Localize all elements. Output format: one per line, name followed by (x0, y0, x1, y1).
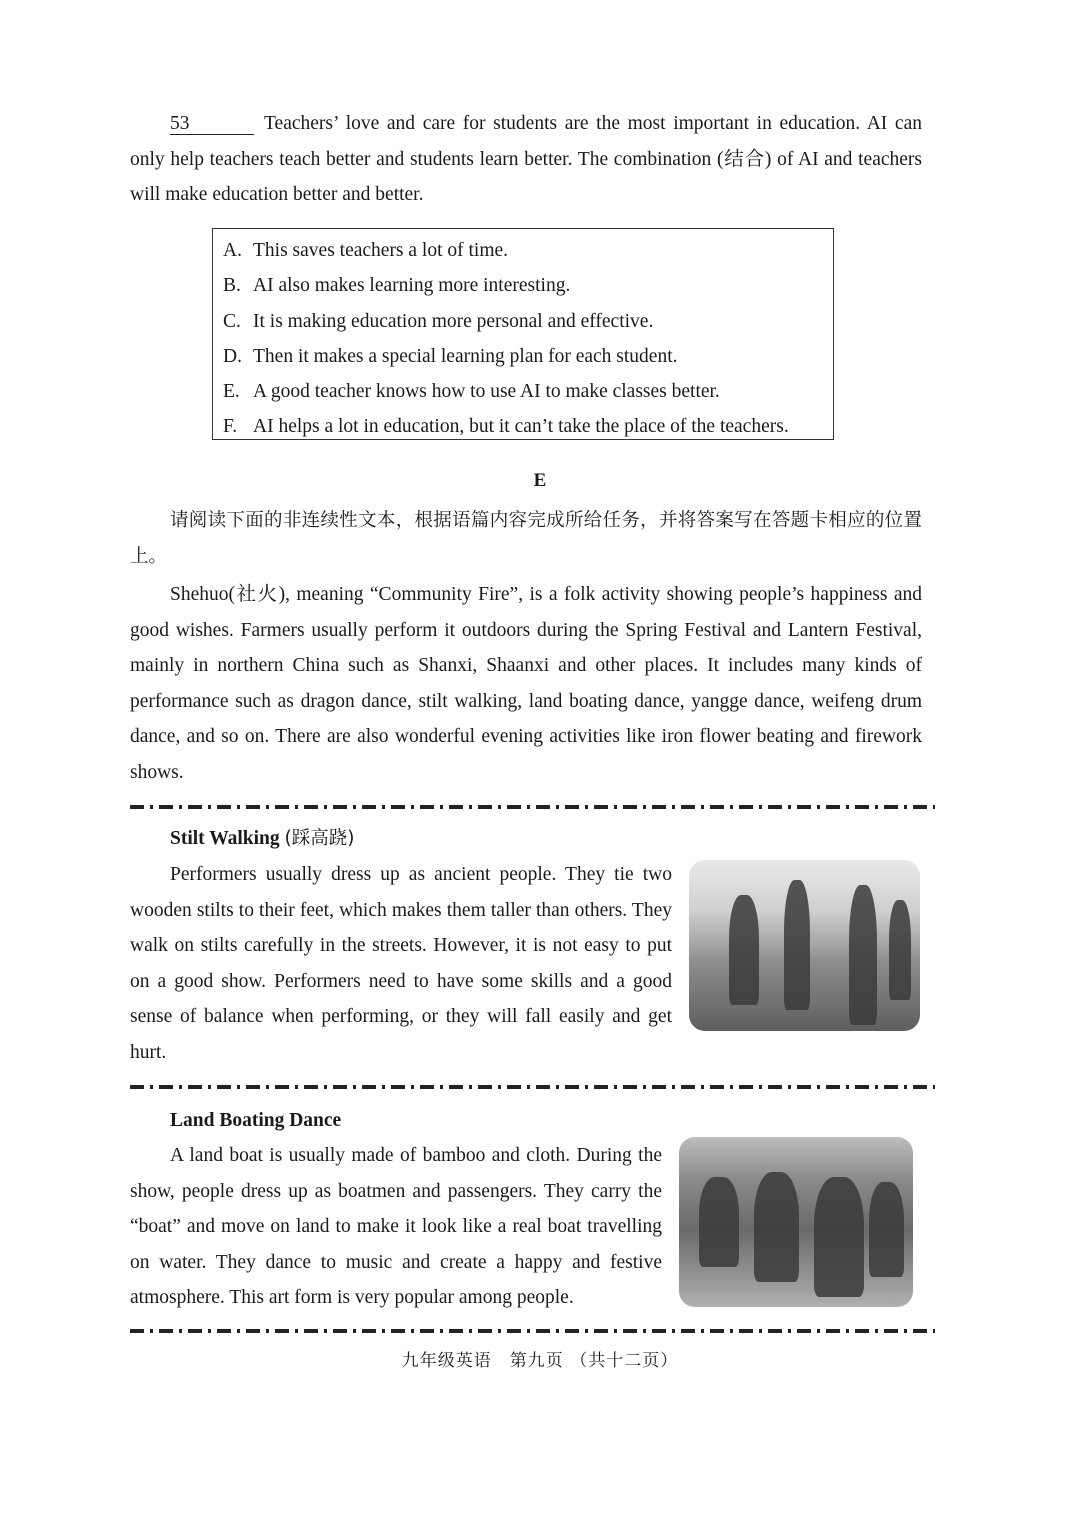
answer-blank-53[interactable]: 53 (170, 114, 254, 135)
land-boating-heading: Land Boating Dance (170, 1110, 342, 1131)
option-f: F. AI helps a lot in education, but it can’t take the place of the teachers. (223, 416, 789, 438)
stilt-walking-photo (689, 860, 920, 1031)
dash-dot-divider (130, 1085, 935, 1089)
options-box (212, 228, 834, 440)
option-d: D. Then it makes a special learning plan for each student. (223, 345, 678, 367)
land-boating-photo (679, 1137, 913, 1307)
land-boating-paragraph: A land boat is usually made of bamboo and cloth. During the show, people dress up as boatmen and passengers. They carry the “boat” and move on land to make it look like a real boat travelling on water. They dance to music and create a happy and festive atmosphere. This art form is very popular among people. (130, 1145, 662, 1308)
question-53-text: Teachers’ love and care for students are the most important in education. AI can only help teachers teach better and students learn better. The combination (结合) of AI and teachers will make education better and better. (130, 113, 922, 205)
instruction-text: 请阅读下面的非连续性文本，根据语篇内容完成所给任务，并将答案写在答题卡相应的位置上。 (130, 510, 922, 567)
stilt-walking-paragraph: Performers usually dress up as ancient people. They tie two wooden stilts to their feet, which makes them taller than others. They walk on stilts carefully in the streets. However, it is not easy to put on a good show. Performers need to have some skills and a good sense of balance when performing, or they will fall easily and get hurt. (130, 864, 672, 1063)
section-heading-e: E (533, 470, 547, 491)
option-b: B. AI also makes learning more interesting. (223, 275, 571, 297)
option-a: A. This saves teachers a lot of time. (223, 240, 509, 261)
dash-dot-divider (130, 805, 935, 809)
dash-dot-divider (130, 1329, 935, 1333)
intro-paragraph: Shehuo(社火), meaning “Community Fire”, is a folk activity showing people’s happiness and good wishes. Farmers usually perform it outdoors during the Spring Festival and Lantern Festival, mainly in northern China such as Shanxi, Shaanxi and other places. It includes many kinds of performance such as dragon dance, stilt walking, land boating dance, yangge dance, weifeng drum dance, and so on. There are also wonderful evening activities like iron flower beating and firework shows. (130, 584, 922, 783)
stilt-walking-heading: Stilt Walking (踩高跷) (170, 828, 355, 849)
question-53-paragraph (130, 106, 922, 213)
page-footer: 九年级英语 第九页 （共十二页） (401, 1351, 679, 1371)
option-c: C. It is making education more personal and effective. (223, 310, 654, 332)
option-e: E. A good teacher knows how to use AI to make classes better. (223, 381, 720, 403)
